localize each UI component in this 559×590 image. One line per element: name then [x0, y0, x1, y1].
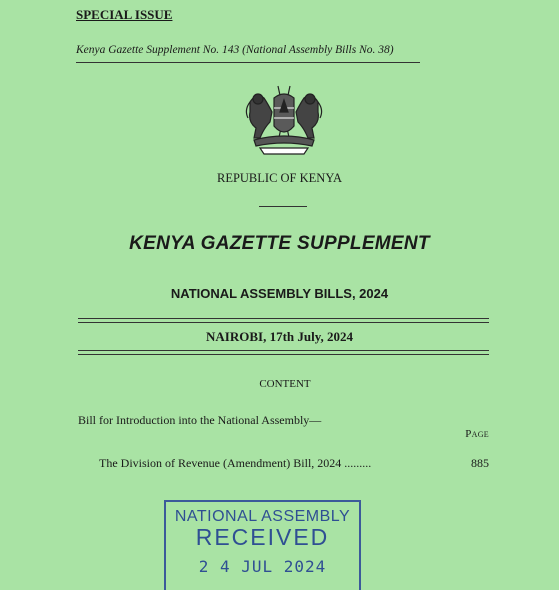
republic-name: REPUBLIC OF KENYA [216, 171, 342, 185]
supplement-line: Kenya Gazette Supplement No. 143 (National Assembly Bills No. 38) [76, 44, 394, 56]
gazette-subtitle: NATIONAL ASSEMBLY BILLS, 2024 [170, 286, 389, 301]
dateline: NAIROBI, 17th July, 2024 [206, 329, 353, 344]
content-item-page: 885 [471, 456, 489, 470]
divider-short [259, 206, 307, 207]
stamp-line1: NATIONAL ASSEMBLY [174, 508, 351, 525]
received-stamp [164, 500, 361, 590]
stamp-line2: RECEIVED [195, 524, 330, 550]
content-item-title: The Division of Revenue (Amendment) Bill, 2024 ......... [99, 456, 372, 470]
special-issue-heading: SPECIAL ISSUE [76, 7, 173, 22]
supplement-rule [76, 62, 420, 63]
bill-intro: Bill for Introduction into the National Assembly— [78, 413, 322, 427]
content-heading: CONTENT [259, 378, 311, 390]
double-rule-bottom [78, 350, 489, 355]
double-rule-top [78, 318, 489, 323]
page-column-heading: Page [465, 428, 489, 440]
stamp-date: 2 4 JUL 2024 [198, 557, 327, 576]
gazette-title: KENYA GAZETTE SUPPLEMENT [129, 233, 430, 254]
kenya-coat-of-arms-icon [238, 82, 330, 158]
